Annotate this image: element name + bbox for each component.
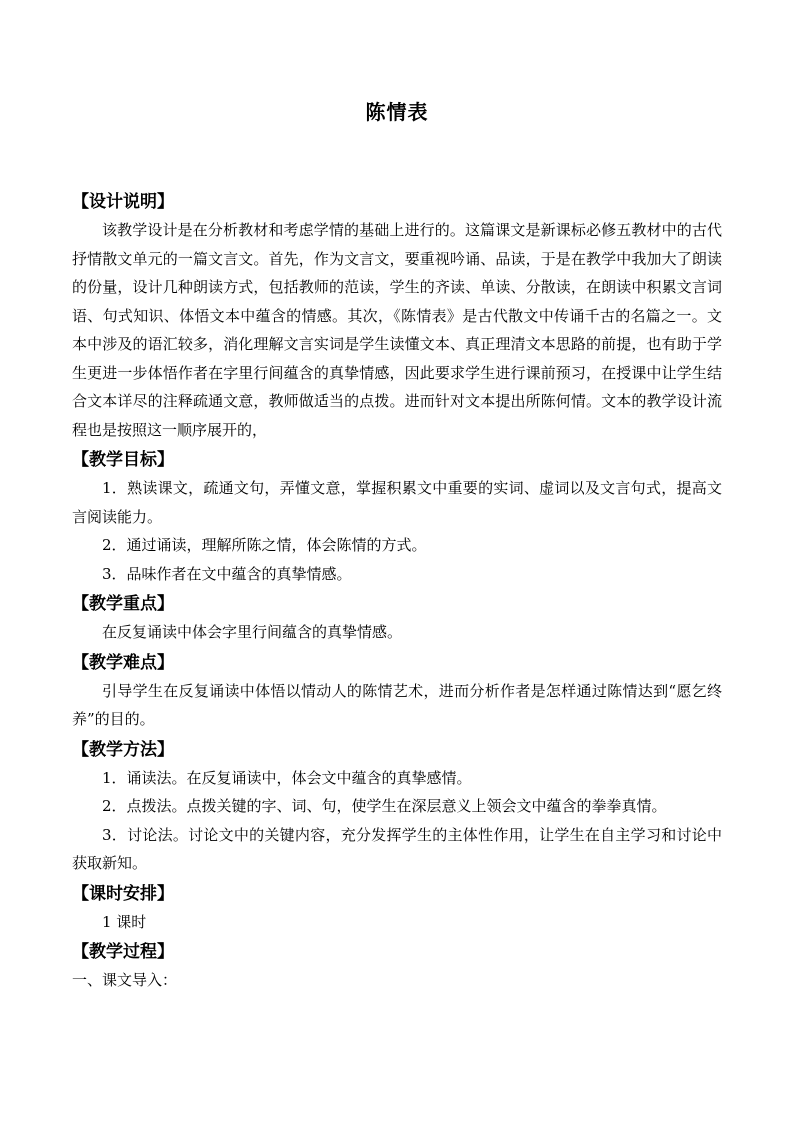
page-title: 陈情表: [365, 100, 429, 124]
method-item: 1．诵读法。在反复诵读中，体会文中蕴含的真挚感情。: [102, 768, 472, 787]
section-heading-goals: 【教学目标】: [72, 450, 174, 470]
method-item: 2．点拨法。点拨关键的字、词、句，使学生在深层意义上领会文中蕴含的拳拳真情。: [102, 797, 667, 815]
section-heading-focus: 【教学重点】: [72, 594, 174, 614]
method-item: 3．讨论法。讨论文中的关键内容，充分发挥学生的主体性作用，让学生在自主学习和讨论中获取新知。: [72, 825, 722, 872]
design-paragraph: 该教学设计是在分析教材和考虑学情的基础上进行的。这篇课文是新课标必修五教材中的古代抒情散文单元的一篇文言文。首先，作为文言文，要重视吟诵、品读，于是在教学中我加大了朗读的份量，设计几种朗读方式，包括教师的范读，学生的齐读、单读、分散读，在朗读中积累文言词语、句式知识、体悟文本中蕴含的情感。其次，《陈情表》是古代散文中传诵千古的名篇之一。文本中涉及的语汇较多，消化理解文言实词是学生读懂文本、真正理清文本思路的前提，也有助于学生更进一步体悟作者在字里行间蕴含的真挚情感，因此要求学生进行课前预习，在授课中让学生结合文本详尽的注释疏通文意，教师做适当的点拨。进而针对文本提出所陈何情。文本的教学设计流程也是按照这一顺序展开的，: [72, 221, 722, 439]
goal-item: 2．通过诵读，理解所陈之情，体会陈情的方式。: [102, 536, 427, 554]
section-heading-difficulty: 【教学难点】: [72, 652, 174, 673]
schedule-paragraph: 1 课时: [102, 912, 147, 931]
section-heading-design: 【设计说明】: [72, 192, 174, 212]
goal-item: 1．熟读课文，疏通文句，弄懂文意，掌握积累文中重要的实词、虚词以及文言句式，提高文言阅读能力。: [72, 479, 722, 526]
goal-item: 3．品味作者在文中蕴含的真挚情感。: [102, 564, 352, 583]
section-heading-schedule: 【课时安排】: [72, 883, 174, 904]
section-heading-process: 【教学过程】: [72, 942, 174, 962]
focus-paragraph: 在反复诵读中体会字里行间蕴含的真挚情感。: [102, 623, 403, 641]
difficulty-paragraph: 引导学生在反复诵读中体悟以情动人的陈情艺术，进而分析作者是怎样通过陈情达到“愿乞终养”的目的。: [72, 681, 722, 728]
section-heading-methods: 【教学方法】: [72, 739, 174, 760]
process-first-step: 一、课文导入：: [72, 971, 178, 989]
document-body: [72, 188, 722, 995]
